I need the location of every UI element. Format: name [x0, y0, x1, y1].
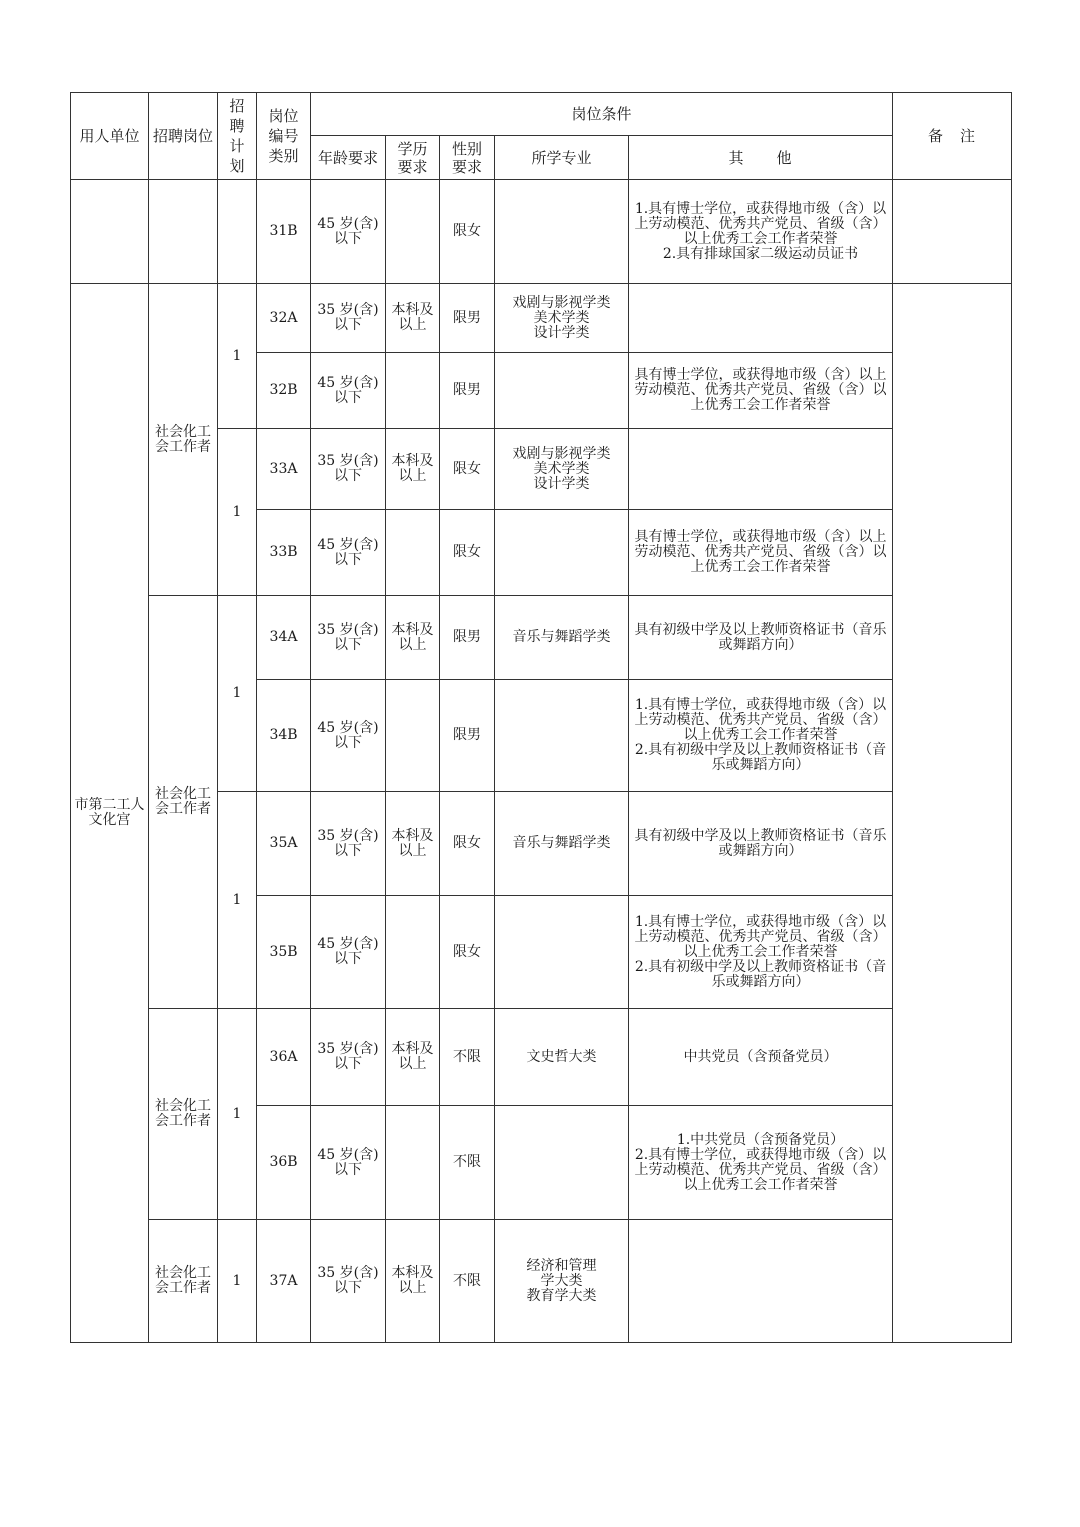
education-cell: 本科及 以上 [386, 596, 440, 680]
other-cell: 1.具有博士学位，或获得地市级（含）以上劳动模范、优秀共产党员、省级（含）以上优秀工会工作者荣誉 2.具有排球国家二级运动员证书 [629, 180, 893, 284]
code-cell: 36A [257, 1009, 311, 1106]
gender-cell: 不限 [440, 1106, 495, 1220]
header-plan: 招聘计划 [218, 93, 257, 180]
age-cell: 45 岁(含) 以下 [311, 353, 386, 429]
post-name: 社会化工会工作者 [149, 1220, 218, 1343]
gender-cell: 不限 [440, 1009, 495, 1106]
plan-count: 1 [218, 429, 257, 596]
other-cell: 1.具有博士学位，或获得地市级（含）以上劳动模范、优秀共产党员、省级（含）以上优秀工会工作者荣誉 2.具有初级中学及以上教师资格证书（音乐或舞蹈方向） [629, 896, 893, 1009]
post-name: 社会化工会工作者 [149, 1009, 218, 1220]
gender-cell: 限女 [440, 896, 495, 1009]
table-row [71, 596, 1012, 680]
post-name: 社会化工会工作者 [149, 284, 218, 596]
plan-count: 1 [218, 792, 257, 1009]
table-row [71, 284, 1012, 353]
remark-cell [893, 180, 1012, 284]
gender-cell: 限女 [440, 792, 495, 896]
header-remark: 备 注 [893, 93, 1012, 180]
code-cell: 32B [257, 353, 311, 429]
unit-name: 市第二工人文化宫 [71, 284, 149, 1343]
gender-cell: 限男 [440, 284, 495, 353]
plan-count: 1 [218, 1009, 257, 1220]
other-cell: 1.中共党员（含预备党员） 2.具有博士学位，或获得地市级（含）以上劳动模范、优秀共产党员、省级（含）以上优秀工会工作者荣誉 [629, 1106, 893, 1220]
plan-count: 1 [218, 596, 257, 792]
other-cell: 具有博士学位，或获得地市级（含）以上劳动模范、优秀共产党员、省级（含）以上优秀工会工作者荣誉 [629, 353, 893, 429]
age-cell: 35 岁(含) 以下 [311, 1220, 386, 1343]
header-major: 所学专业 [495, 136, 629, 180]
age-cell: 45 岁(含) 以下 [311, 896, 386, 1009]
gender-cell: 限女 [440, 180, 495, 284]
code-cell: 35A [257, 792, 311, 896]
gender-cell: 限女 [440, 429, 495, 510]
age-cell: 35 岁(含) 以下 [311, 1009, 386, 1106]
education-cell [386, 680, 440, 792]
education-cell [386, 180, 440, 284]
plan-count: 1 [218, 284, 257, 429]
major-cell: 戏剧与影视学类 美术学类 设计学类 [495, 429, 629, 510]
age-cell: 35 岁(含) 以下 [311, 284, 386, 353]
gender-cell: 限女 [440, 510, 495, 596]
major-cell [495, 896, 629, 1009]
education-cell [386, 353, 440, 429]
gender-cell: 限男 [440, 680, 495, 792]
code-cell: 35B [257, 896, 311, 1009]
age-cell: 45 岁(含) 以下 [311, 1106, 386, 1220]
education-cell: 本科及 以上 [386, 1009, 440, 1106]
education-cell [386, 1106, 440, 1220]
age-cell: 35 岁(含) 以下 [311, 596, 386, 680]
table-row [71, 180, 1012, 284]
table-row [71, 1009, 1012, 1106]
header-unit: 用人单位 [71, 93, 149, 180]
age-cell: 45 岁(含) 以下 [311, 680, 386, 792]
major-cell [495, 680, 629, 792]
other-cell [629, 429, 893, 510]
header-gender: 性别 要求 [440, 136, 495, 180]
plan-count: 1 [218, 1220, 257, 1343]
other-cell [629, 284, 893, 353]
major-cell [495, 1106, 629, 1220]
post-cell-empty [149, 180, 218, 284]
code-cell: 32A [257, 284, 311, 353]
code-cell: 31B [257, 180, 311, 284]
remark-cell [893, 284, 1012, 1343]
plan-cell-empty [218, 180, 257, 284]
recruitment-table [70, 92, 1012, 1343]
code-cell: 33A [257, 429, 311, 510]
header-code: 岗位编号类别 [257, 93, 311, 180]
other-cell: 具有初级中学及以上教师资格证书（音乐或舞蹈方向） [629, 792, 893, 896]
header-post: 招聘岗位 [149, 93, 218, 180]
major-cell: 音乐与舞蹈学类 [495, 792, 629, 896]
major-cell: 文史哲大类 [495, 1009, 629, 1106]
unit-cell-empty [71, 180, 149, 284]
header-other: 其 他 [629, 136, 893, 180]
other-cell: 具有初级中学及以上教师资格证书（音乐或舞蹈方向） [629, 596, 893, 680]
education-cell: 本科及 以上 [386, 429, 440, 510]
gender-cell: 限男 [440, 353, 495, 429]
age-cell: 45 岁(含) 以下 [311, 180, 386, 284]
code-cell: 34A [257, 596, 311, 680]
education-cell: 本科及 以上 [386, 1220, 440, 1343]
education-cell [386, 896, 440, 1009]
age-cell: 35 岁(含) 以下 [311, 429, 386, 510]
post-name: 社会化工会工作者 [149, 596, 218, 1009]
gender-cell: 不限 [440, 1220, 495, 1343]
code-cell: 37A [257, 1220, 311, 1343]
header-conditions: 岗位条件 [311, 93, 893, 136]
gender-cell: 限男 [440, 596, 495, 680]
major-cell: 音乐与舞蹈学类 [495, 596, 629, 680]
other-cell [629, 1220, 893, 1343]
age-cell: 45 岁(含) 以下 [311, 510, 386, 596]
header-education: 学历 要求 [386, 136, 440, 180]
code-cell: 33B [257, 510, 311, 596]
major-cell [495, 180, 629, 284]
age-cell: 35 岁(含) 以下 [311, 792, 386, 896]
table-header-row [71, 93, 1012, 136]
major-cell [495, 353, 629, 429]
code-cell: 34B [257, 680, 311, 792]
education-cell [386, 510, 440, 596]
table-row [71, 1220, 1012, 1343]
other-cell: 具有博士学位，或获得地市级（含）以上劳动模范、优秀共产党员、省级（含）以上优秀工会工作者荣誉 [629, 510, 893, 596]
major-cell [495, 510, 629, 596]
major-cell: 戏剧与影视学类 美术学类 设计学类 [495, 284, 629, 353]
other-cell: 中共党员（含预备党员） [629, 1009, 893, 1106]
education-cell: 本科及 以上 [386, 792, 440, 896]
header-age: 年龄要求 [311, 136, 386, 180]
other-cell: 1.具有博士学位，或获得地市级（含）以上劳动模范、优秀共产党员、省级（含）以上优秀工会工作者荣誉 2.具有初级中学及以上教师资格证书（音乐或舞蹈方向） [629, 680, 893, 792]
major-cell: 经济和管理 学大类 教育学大类 [495, 1220, 629, 1343]
education-cell: 本科及 以上 [386, 284, 440, 353]
code-cell: 36B [257, 1106, 311, 1220]
